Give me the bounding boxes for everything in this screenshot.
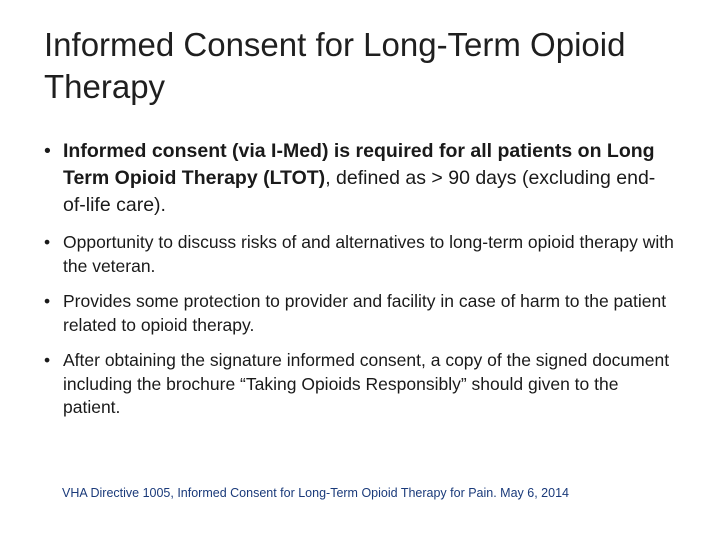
bullet-item-signed-copy (44, 349, 674, 420)
slide-title: Informed Consent for Long-Term Opioid Therapy (44, 26, 626, 105)
bullet-text: , defined as > 90 days (excluding end-of-life care). (63, 167, 656, 216)
bullet-bold-text: Informed consent (via I-Med) is required for all patients on Long Term Opioid Therapy (LTOT) (63, 140, 655, 189)
bullet-item-ltot-requirement (44, 138, 674, 219)
bullet-text: Provides some protection to provider and facility in case of harm to the patient related to opioid therapy. (63, 291, 667, 335)
bullet-text: Opportunity to discuss risks of and alternatives to long-term opioid therapy with the veteran. (63, 232, 674, 276)
bullet-list (44, 138, 674, 432)
bullet-marker: • (44, 140, 51, 162)
bullet-item-protection (44, 290, 674, 337)
bullet-item-discuss-risks (44, 231, 674, 278)
bullet-marker: • (44, 350, 51, 370)
citation: VHA Directive 1005, Informed Consent for Long-Term Opioid Therapy for Pain. May 6, 2014 (62, 486, 569, 500)
bullet-marker: • (44, 291, 51, 311)
bullet-marker: • (44, 232, 51, 252)
bullet-text: After obtaining the signature informed consent, a copy of the signed document including the brochure “Taking Opioids Responsibly” should given to the patient. (63, 350, 670, 417)
